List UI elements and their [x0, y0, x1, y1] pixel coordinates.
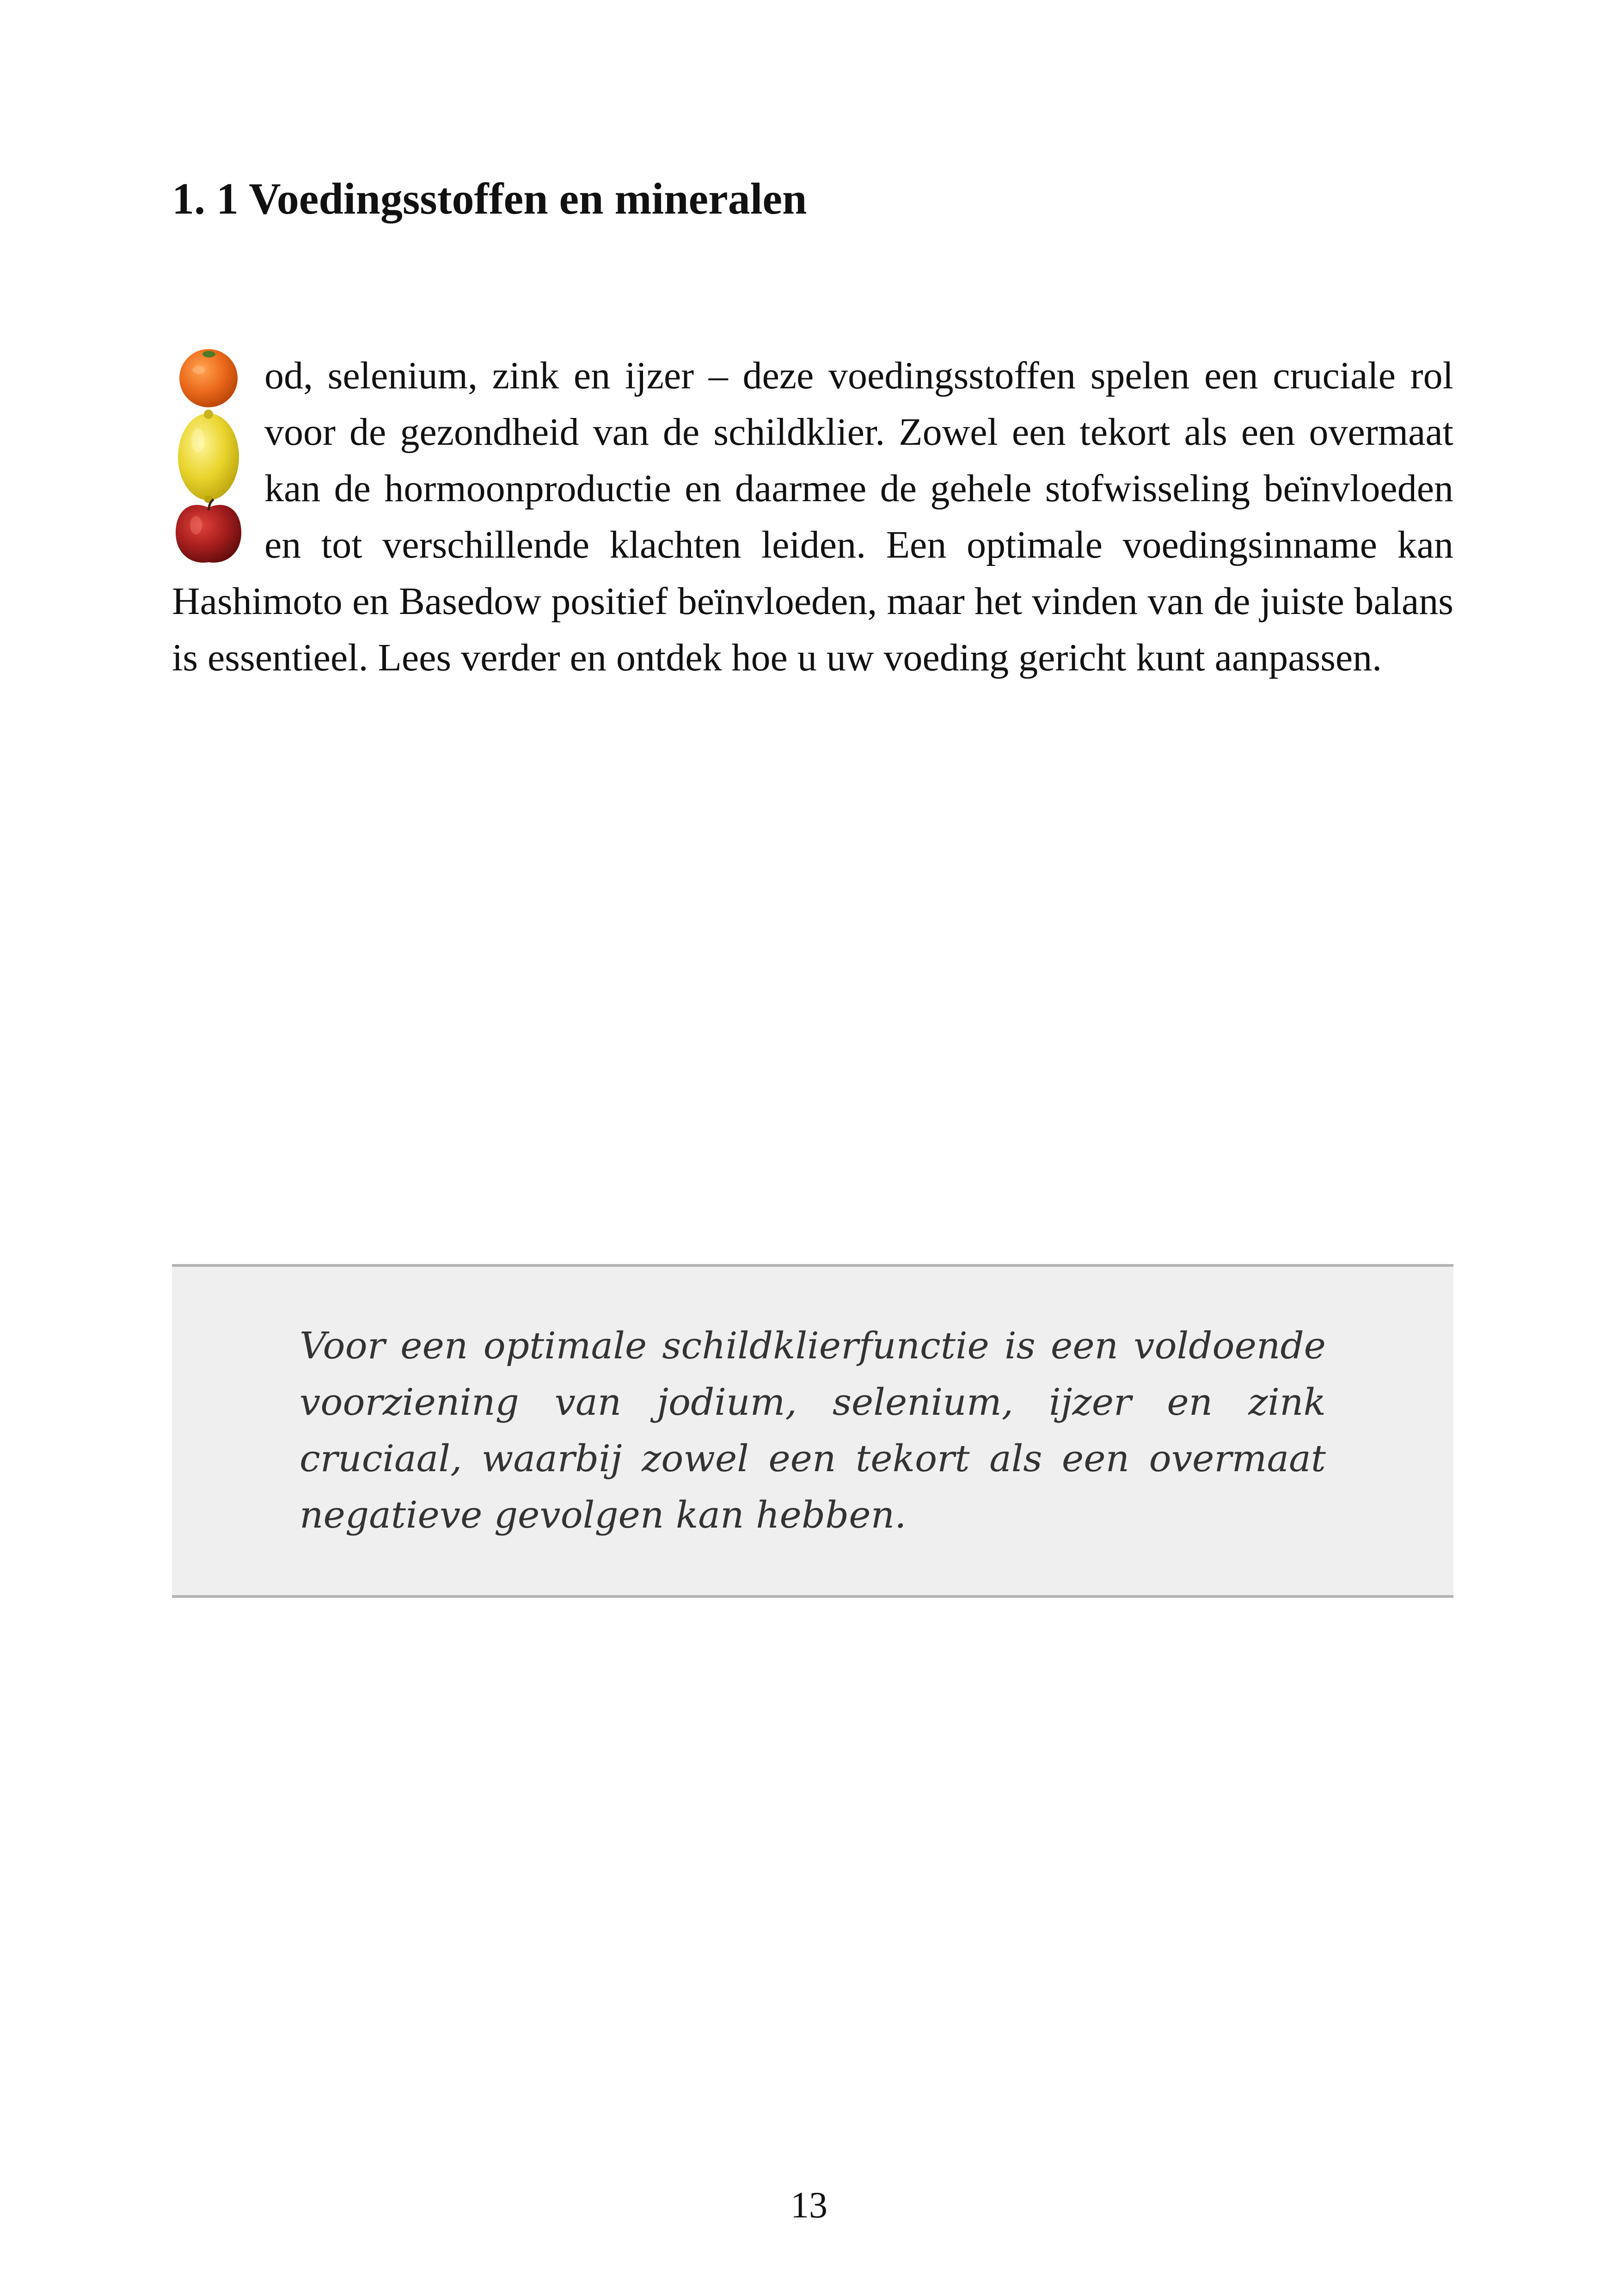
fruit-stack-icon: [172, 348, 245, 565]
callout-text: Voor een optimale schildklierfunctie is een voldoende voorziening van jodium, selenium, ijzer en zink cruciaal, waarbij zowel een tekort als een overmaat negatieve gevolgen kan hebben.: [300, 1324, 1326, 1536]
page-number: 13: [791, 2185, 827, 2226]
intro-paragraph: [172, 348, 1453, 686]
summary-callout: [172, 1264, 1453, 1598]
intro-text: od, selenium, zink en ijzer – deze voedingsstoffen spelen een cruciale rol voor de gezondheid van de schildklier. Zowel een tekort als een overmaat kan de hormoonproductie en daarmee de gehele stofwisseling beïnvloeden en tot verschillende klachten leiden. Een optimale voedingsinname kan Hashimoto en Basedow positief beïnvloeden, maar het vinden van de juiste balans is essentieel. Lees verder en ontdek hoe u uw voeding gericht kunt aanpassen.: [172, 354, 1453, 679]
chapter-title: 1. 1 Voedingsstoffen en mineralen: [172, 174, 807, 223]
